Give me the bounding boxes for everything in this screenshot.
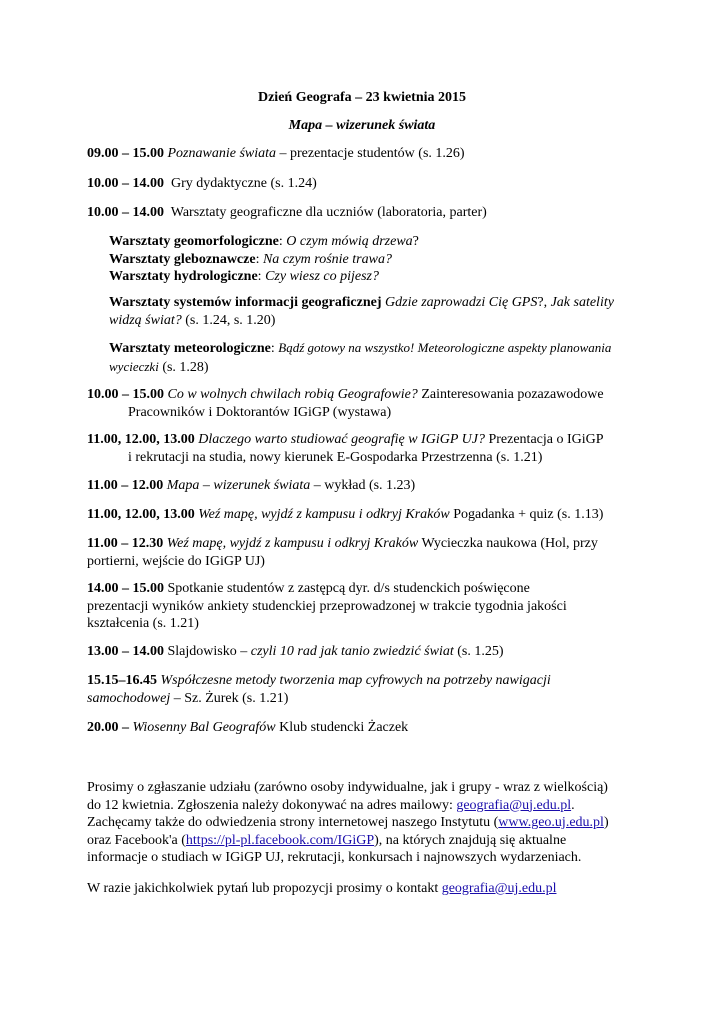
event-item: 14.00 – 15.00 Spotkanie studentów z zastępcą dyr. d/s studenckich poświęcone prezentacji wyników ankiety studenckiej przeprowadzonej w trakcie tygodnia jakości kształcenia (s. 1.21) [87,581,567,631]
workshop-item: Warsztaty geomorfologiczne: O czym mówią drzewa? [109,234,419,249]
footer-paragraph: Prosimy o zgłaszanie udziału (zarówno osoby indywidualne, jak i grupy - wraz z wielkością) do 12 kwietnia. Zgłoszenia należy dokonywać na adres mailowy: geografia@uj.edu.pl. Zachęcamy także do odwiedzenia strony internetowej naszego Instytutu (www.geo.uj.edu.pl) oraz Facebook'a (https://pl-pl.facebook.com/IGiGP), na których znajdują się aktualne informacje o studiach w IGiGP UJ, rekrutacji, konkursach i najnowszych wydarzeniach. [87,780,609,865]
contact-email-link[interactable]: geografia@uj.edu.pl [441,881,557,896]
email-link[interactable]: geografia@uj.edu.pl [456,797,572,813]
event-item: 11.00 – 12.30 Weź mapę, wyjdź z kampusu i odkryj Kraków Wycieczka naukowa (Hol, przy portierni, wejście do IGiGP UJ) [87,536,598,569]
workshop-item: Warsztaty meteorologiczne: Bądź gotowy na wszystko! Meteorologiczne aspekty planowania wycieczki (s. 1.28) [109,340,612,375]
page-subtitle: Mapa – wizerunek świata [288,118,436,133]
event-item: 11.00 – 12.00 Mapa – wizerunek świata – wykład (s. 1.23) [87,478,416,493]
workshop-list [109,233,669,286]
event-item: 13.00 – 14.00 Slajdowisko – czyli 10 rad jak tanio zwiedzić świat (s. 1.25) [87,644,504,659]
page-title: Dzień Geografa – 23 kwietnia 2015 [257,90,467,105]
facebook-link[interactable]: https://pl-pl.facebook.com/IGiGP [185,832,375,848]
contact-paragraph: W razie jakichkolwiek pytań lub propozycji prosimy o kontakt geografia@uj.edu.pl [87,881,557,896]
event-item: 10.00 – 15.00 Co w wolnych chwilach robią Geografowie? Zainteresowania pozazawodowe Pracowników i Doktorantów IGiGP (wystawa) [87,387,604,420]
event-item: 10.00 – 14.00 Warsztaty geograficzne dla uczniów (laboratoria, parter) [87,205,487,220]
event-item: 11.00, 12.00, 13.00 Weź mapę, wyjdź z kampusu i odkryj Kraków Pogadanka + quiz (s. 1.13) [87,507,604,522]
event-item: 20.00 – Wiosenny Bal Geografów Klub studencki Żaczek [87,720,409,735]
workshop-item: Warsztaty hydrologiczne: Czy wiesz co pijesz? [109,269,380,284]
workshop-item: Warsztaty gleboznawcze: Na czym rośnie trawa? [109,251,392,267]
website-link[interactable]: www.geo.uj.edu.pl [498,815,604,830]
event-item: 10.00 – 14.00 Gry dydaktyczne (s. 1.24) [87,176,317,191]
event-item: 15.15–16.45 Współczesne metody tworzenia map cyfrowych na potrzeby nawigacji samochodowej – Sz. Żurek (s. 1.21) [87,673,551,706]
workshop-item: Warsztaty systemów informacji geograficznej Gdzie zaprowadzi Cię GPS?, Jak satelity widzą świat? (s. 1.24, s. 1.20) [109,295,614,328]
event-item: 11.00, 12.00, 13.00 Dlaczego warto studiować geografię w IGiGP UJ? Prezentacja o IGiGP i rekrutacji na studia, nowy kierunek E-Gospodarka Przestrzenna (s. 1.21) [87,432,604,465]
event-item: 09.00 – 15.00 Poznawanie świata – prezentacje studentów (s. 1.26) [87,146,465,161]
